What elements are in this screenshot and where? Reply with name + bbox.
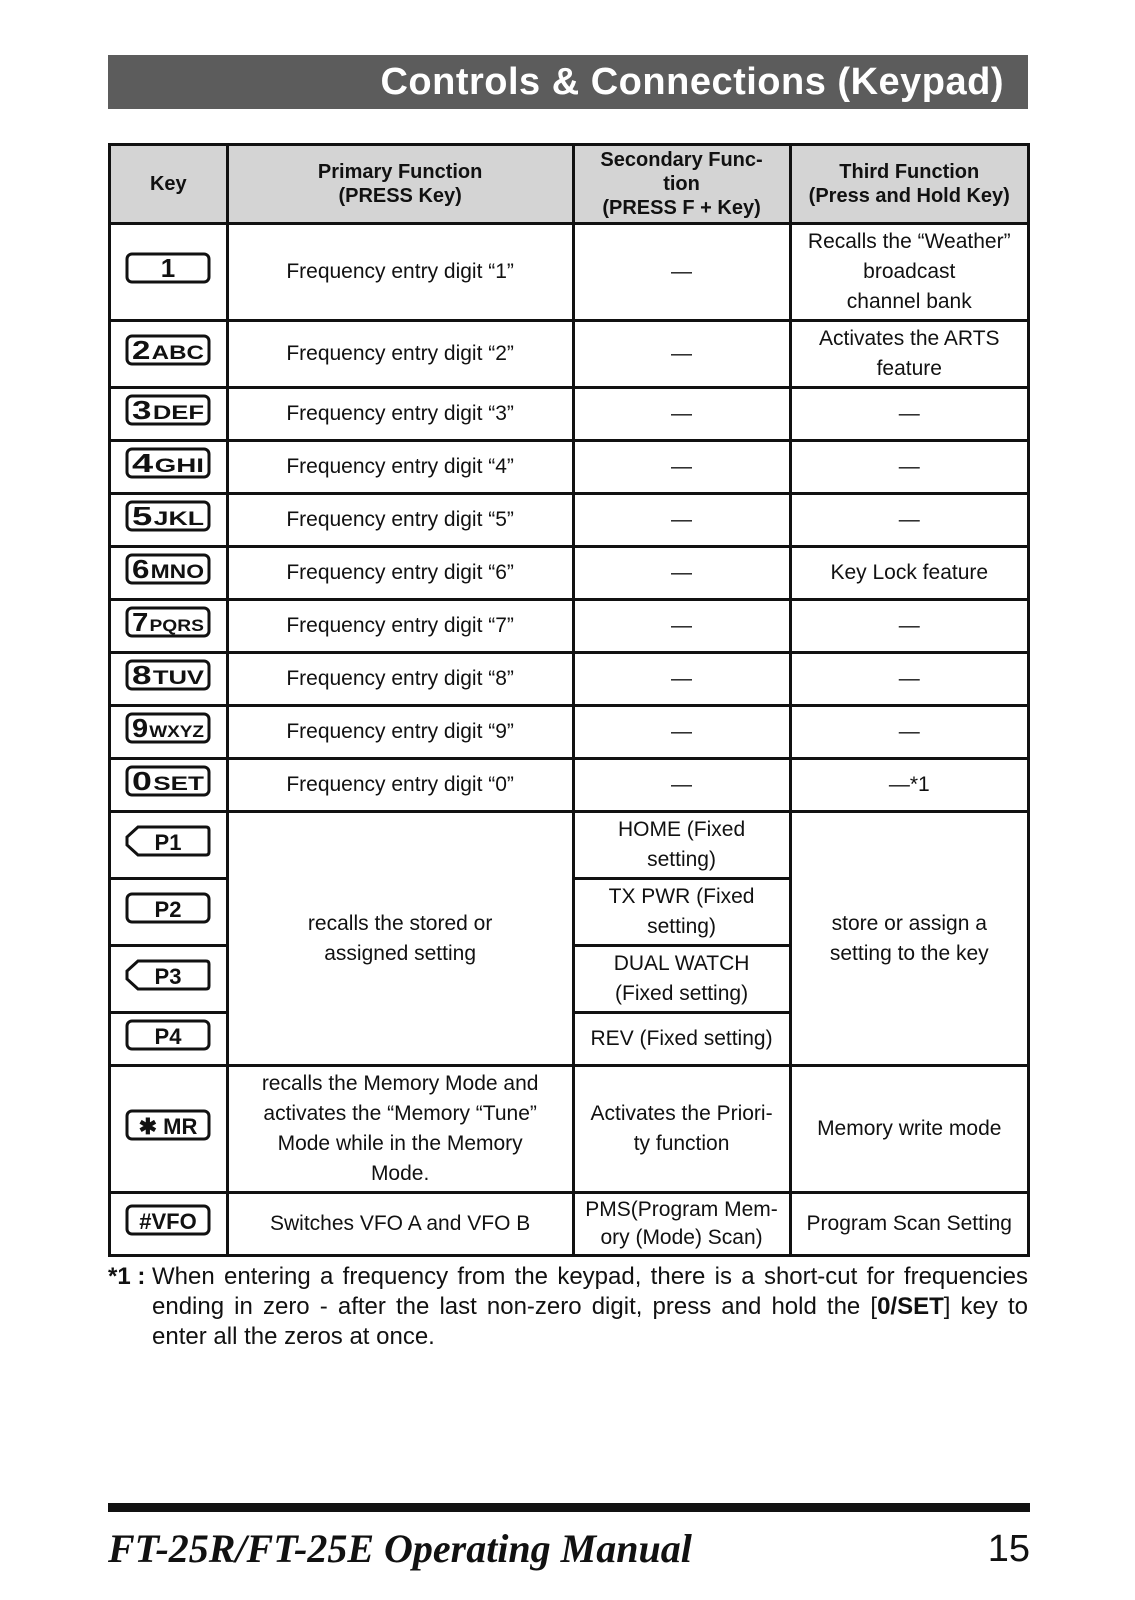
footnote-text-before: When entering a frequency from the keypad, there is a short-cut for frequencies ending in zero - after the last non-zero digit, press and hold the [ bbox=[152, 1263, 1028, 1320]
key-label: 7 PQRS bbox=[132, 606, 199, 637]
key-9-icon bbox=[124, 710, 212, 746]
third-function-line: — bbox=[898, 455, 920, 478]
third-function bbox=[790, 1193, 1028, 1256]
key-8-icon bbox=[124, 657, 212, 693]
table-row bbox=[110, 441, 1029, 494]
third-function-line: store or assign a bbox=[831, 911, 987, 935]
secondary-function: — bbox=[573, 547, 790, 600]
key-cell bbox=[110, 759, 228, 812]
footer-rule bbox=[108, 1503, 1030, 1512]
key-0-icon bbox=[124, 763, 212, 799]
page-number: 15 bbox=[987, 1528, 1030, 1570]
secondary-function-line: PMS(Program Mem- bbox=[585, 1198, 778, 1221]
footnote-mark: *1 bbox=[108, 1263, 131, 1290]
key-p1-icon bbox=[124, 823, 212, 859]
primary-function: Frequency entry digit “5” bbox=[227, 494, 573, 547]
key-cell bbox=[110, 706, 228, 759]
primary-function: Frequency entry digit “8” bbox=[227, 653, 573, 706]
key-p4-icon bbox=[124, 1017, 212, 1053]
secondary-function: — bbox=[573, 600, 790, 653]
key-label: 9 WXYZ bbox=[132, 712, 199, 743]
footnote-text-after: ] key to enter all the zeros at once. bbox=[152, 1293, 1028, 1350]
primary-function: Frequency entry digit “7” bbox=[227, 600, 573, 653]
primary-function-line: assigned setting bbox=[324, 941, 477, 965]
table-row bbox=[110, 812, 1029, 879]
table-header-row bbox=[110, 145, 1029, 224]
primary-function-line: Mode while in the Memory bbox=[277, 1132, 523, 1155]
third-function bbox=[790, 1066, 1028, 1193]
third-function bbox=[790, 321, 1028, 388]
table-row bbox=[110, 759, 1029, 812]
footnote-text bbox=[152, 1262, 1028, 1352]
primary-function: Frequency entry digit “0” bbox=[227, 759, 573, 812]
secondary-function-line: (Fixed setting) bbox=[615, 982, 749, 1005]
primary-function-line: activates the “Memory “Tune” bbox=[263, 1102, 537, 1125]
table-row bbox=[110, 653, 1029, 706]
key-label: P2 bbox=[154, 896, 182, 922]
third-function bbox=[790, 759, 1028, 812]
secondary-function: — bbox=[573, 321, 790, 388]
secondary-function bbox=[573, 812, 790, 879]
header-third-line: Third Function bbox=[839, 161, 980, 183]
key-cell bbox=[110, 812, 228, 879]
header-primary-line: Primary Function bbox=[317, 161, 483, 183]
key-7-icon bbox=[124, 604, 212, 640]
key-hash-vfo-icon bbox=[124, 1202, 212, 1238]
key-label: ✱ MR bbox=[138, 1113, 198, 1139]
primary-function: Frequency entry digit “6” bbox=[227, 547, 573, 600]
table-row bbox=[110, 600, 1029, 653]
key-cell bbox=[110, 1013, 228, 1066]
secondary-function bbox=[573, 879, 790, 946]
third-function bbox=[790, 653, 1028, 706]
key-label: 5 JKL bbox=[132, 500, 190, 531]
key-4-icon bbox=[124, 445, 212, 481]
primary-function-line: Switches VFO A and VFO B bbox=[269, 1212, 531, 1235]
third-function-line: Memory write mode bbox=[817, 1117, 1002, 1140]
key-cell bbox=[110, 321, 228, 388]
key-6-icon bbox=[124, 551, 212, 587]
key-label: 8 TUV bbox=[132, 659, 192, 690]
key-cell bbox=[110, 1193, 228, 1256]
table-row bbox=[110, 224, 1029, 321]
key-cell bbox=[110, 946, 228, 1013]
third-function bbox=[790, 812, 1028, 1066]
key-label: 4 GHI bbox=[132, 447, 189, 478]
header-secondary-line: tion bbox=[663, 173, 700, 195]
third-function-line: — bbox=[898, 402, 920, 425]
primary-function: Frequency entry digit “3” bbox=[227, 388, 573, 441]
key-3-icon bbox=[124, 392, 212, 428]
secondary-function: — bbox=[573, 494, 790, 547]
secondary-function-line: ty function bbox=[633, 1132, 730, 1155]
third-function-line: broadcast bbox=[863, 260, 956, 283]
key-label: P3 bbox=[154, 963, 182, 989]
third-function-line: Recalls the “Weather” bbox=[807, 230, 1011, 253]
header-primary-line: (PRESS Key) bbox=[338, 185, 462, 207]
key-label: P1 bbox=[154, 829, 182, 855]
key-label: #VFO bbox=[139, 1208, 198, 1234]
table-row bbox=[110, 1066, 1029, 1193]
key-cell bbox=[110, 879, 228, 946]
third-function-line: — bbox=[898, 720, 920, 743]
table-row bbox=[110, 547, 1029, 600]
secondary-function bbox=[573, 1013, 790, 1066]
secondary-function: — bbox=[573, 441, 790, 494]
key-cell bbox=[110, 494, 228, 547]
third-function-line: setting to the key bbox=[829, 941, 989, 965]
keypad-function-table bbox=[108, 143, 1030, 1257]
third-function-line: — bbox=[898, 614, 920, 637]
header-primary bbox=[227, 145, 573, 224]
primary-function bbox=[227, 812, 573, 1066]
secondary-function: — bbox=[573, 759, 790, 812]
secondary-function-line: REV (Fixed setting) bbox=[590, 1027, 773, 1050]
key-cell bbox=[110, 441, 228, 494]
secondary-function bbox=[573, 946, 790, 1013]
third-function bbox=[790, 494, 1028, 547]
third-function-line: —*1 bbox=[888, 773, 930, 796]
key-1-icon bbox=[124, 250, 212, 286]
primary-function-line: recalls the Memory Mode and bbox=[261, 1072, 539, 1095]
primary-function bbox=[227, 1066, 573, 1193]
secondary-function: — bbox=[573, 388, 790, 441]
manual-title: FT-25R/FT-25E Operating Manual bbox=[108, 1526, 692, 1571]
table-row bbox=[110, 494, 1029, 547]
third-function-line: — bbox=[898, 508, 920, 531]
key-label: 2 ABC bbox=[132, 334, 194, 365]
secondary-function-line: ory (Mode) Scan) bbox=[600, 1226, 763, 1249]
secondary-function-line: setting) bbox=[647, 915, 716, 938]
key-5-icon bbox=[124, 498, 212, 534]
header-third bbox=[790, 145, 1028, 224]
primary-function bbox=[227, 1193, 573, 1256]
primary-function: Frequency entry digit “2” bbox=[227, 321, 573, 388]
third-function bbox=[790, 706, 1028, 759]
header-secondary-line: Secondary Func- bbox=[600, 149, 763, 171]
secondary-function-line: HOME (Fixed bbox=[617, 818, 746, 841]
third-function-line: — bbox=[898, 667, 920, 690]
key-label: 0 SET bbox=[132, 765, 191, 796]
third-function bbox=[790, 600, 1028, 653]
secondary-function: — bbox=[573, 653, 790, 706]
third-function bbox=[790, 547, 1028, 600]
footnote-key-bold: 0/SET bbox=[877, 1293, 944, 1320]
key-star-mr-icon bbox=[124, 1107, 212, 1143]
third-function-line: feature bbox=[876, 357, 942, 380]
primary-function: Frequency entry digit “4” bbox=[227, 441, 573, 494]
key-label: P4 bbox=[154, 1023, 182, 1049]
secondary-function-line: DUAL WATCH bbox=[613, 952, 750, 975]
third-function-line: channel bank bbox=[846, 290, 972, 313]
secondary-function-line: TX PWR (Fixed bbox=[608, 885, 755, 908]
secondary-function-line: setting) bbox=[647, 848, 716, 871]
third-function-line: Key Lock feature bbox=[830, 561, 989, 584]
secondary-function: — bbox=[573, 224, 790, 321]
header-secondary bbox=[573, 145, 790, 224]
secondary-function bbox=[573, 1066, 790, 1193]
header-key: Key bbox=[110, 145, 228, 224]
third-function-line: Program Scan Setting bbox=[806, 1212, 1012, 1235]
key-p3-icon bbox=[124, 957, 212, 993]
key-p2-icon bbox=[124, 890, 212, 926]
header-secondary-line: (PRESS F + Key) bbox=[602, 197, 761, 219]
secondary-function bbox=[573, 1193, 790, 1256]
third-function bbox=[790, 388, 1028, 441]
secondary-function: — bbox=[573, 706, 790, 759]
key-label: 6 MNO bbox=[132, 553, 196, 584]
footnote: *1 : When entering a frequency from the keypad, there is a short-cut for frequencies ending in zero - after the last non-zero digit, press and hold the [0/SET] key to enter all the zeros at once. bbox=[108, 1263, 1028, 1350]
third-function bbox=[790, 224, 1028, 321]
third-function bbox=[790, 441, 1028, 494]
header-third-line: (Press and Hold Key) bbox=[808, 185, 1010, 207]
primary-function-line: Mode. bbox=[370, 1162, 430, 1185]
third-function-line: Activates the ARTS bbox=[819, 327, 1000, 350]
table-row bbox=[110, 1193, 1029, 1256]
key-label: 3 DEF bbox=[132, 394, 192, 425]
primary-function: Frequency entry digit “1” bbox=[227, 224, 573, 321]
key-cell bbox=[110, 653, 228, 706]
key-cell bbox=[110, 1066, 228, 1193]
key-cell bbox=[110, 224, 228, 321]
key-2-icon bbox=[124, 332, 212, 368]
key-cell bbox=[110, 547, 228, 600]
table-row bbox=[110, 321, 1029, 388]
primary-function: Frequency entry digit “9” bbox=[227, 706, 573, 759]
key-cell bbox=[110, 388, 228, 441]
page-title: Controls & Connections (Keypad) bbox=[108, 55, 1028, 109]
secondary-function-line: Activates the Priori- bbox=[590, 1102, 773, 1125]
key-label: 1 bbox=[161, 252, 176, 283]
table-row bbox=[110, 706, 1029, 759]
key-cell bbox=[110, 600, 228, 653]
table-row bbox=[110, 388, 1029, 441]
primary-function-line: recalls the stored or bbox=[307, 911, 493, 935]
